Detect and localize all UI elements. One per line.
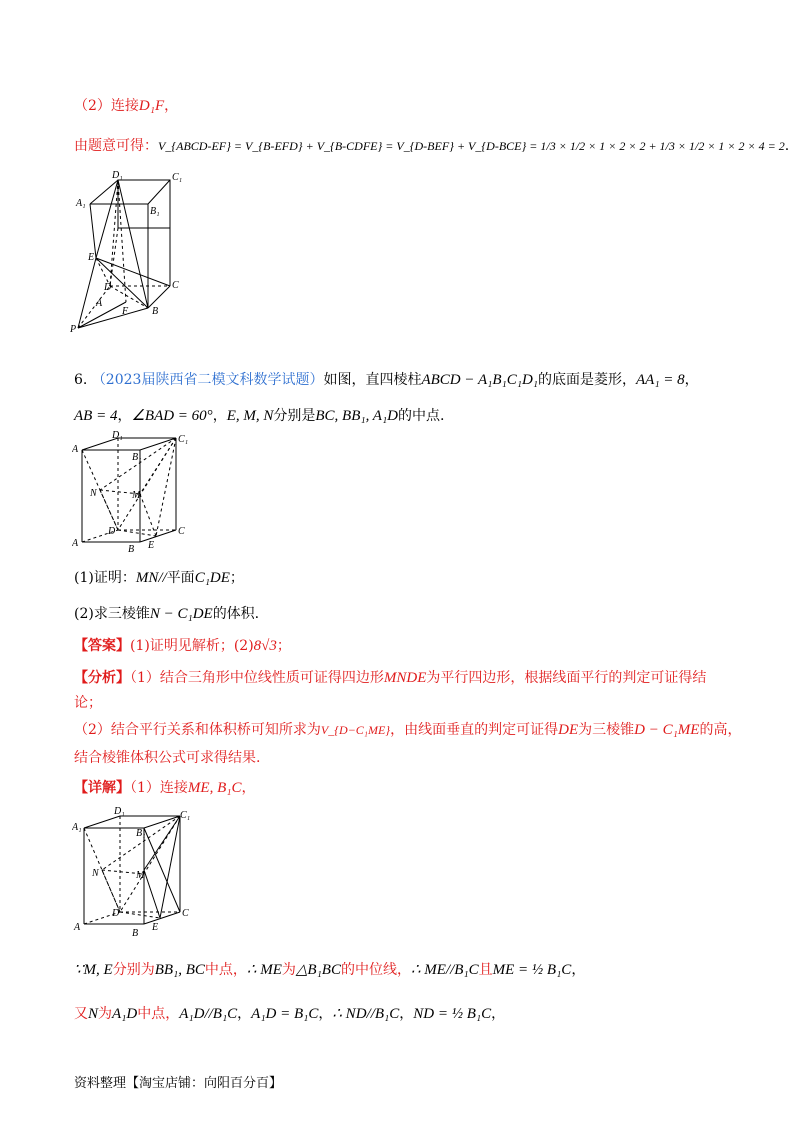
label-D1: D₁ bbox=[112, 430, 123, 441]
answer-end: ； bbox=[276, 638, 291, 654]
label-N: N bbox=[92, 868, 99, 879]
answer-tag: 【答案】 bbox=[74, 638, 130, 654]
detail-segments: ME, B₁C bbox=[187, 780, 242, 796]
top-face bbox=[84, 816, 180, 828]
prism-figure-2 bbox=[72, 430, 192, 556]
answer-text: (1)证明见解析；(2) bbox=[130, 638, 254, 654]
problem-text: 的底面是菱形， bbox=[538, 372, 636, 388]
label-N: N bbox=[90, 488, 97, 499]
analysis-line2 bbox=[74, 693, 102, 713]
problem-text: 分别是 bbox=[273, 408, 316, 424]
edge bbox=[144, 870, 160, 918]
proof-math: N bbox=[88, 1006, 99, 1022]
edge bbox=[140, 530, 176, 542]
proof-text: 中点， bbox=[204, 962, 247, 978]
step2-comma: ， bbox=[164, 98, 179, 114]
question-1 bbox=[74, 568, 244, 588]
analysis-text: ，由线面垂直的判定可证得 bbox=[390, 722, 559, 738]
step2-label: （2）连接 bbox=[74, 98, 139, 114]
edge bbox=[156, 438, 176, 536]
label-C1: C₁ bbox=[180, 810, 191, 821]
proof-line1 bbox=[74, 960, 585, 980]
problem6-line1 bbox=[74, 370, 699, 390]
proof-math: ND = ½ B₁C bbox=[413, 1006, 492, 1022]
proof-line2 bbox=[74, 1004, 505, 1024]
problem-number: 6. bbox=[74, 372, 88, 388]
analysis-text: 为三棱锥 bbox=[578, 722, 635, 738]
edge bbox=[118, 530, 156, 536]
edge bbox=[100, 490, 118, 530]
de-segment: DE bbox=[558, 722, 579, 738]
proof-text: 为 bbox=[281, 962, 296, 978]
q2-end: 的体积. bbox=[212, 606, 260, 622]
analysis-text: 的高， bbox=[699, 722, 742, 738]
q1-math: MN// bbox=[135, 570, 167, 586]
edge bbox=[78, 258, 96, 328]
label-C: C bbox=[172, 280, 179, 291]
answer-value: 8√3 bbox=[253, 638, 277, 654]
label-P: P bbox=[70, 324, 77, 334]
proof-text: ， bbox=[399, 1006, 414, 1022]
proof-text: ， bbox=[491, 1006, 506, 1022]
edge bbox=[140, 438, 176, 494]
label-A: A bbox=[96, 298, 103, 309]
label-B1: B₁ bbox=[136, 828, 146, 839]
proof-text: 又 bbox=[74, 1006, 88, 1022]
edge bbox=[100, 438, 176, 490]
detail-end: ， bbox=[241, 780, 256, 796]
page-footer: 资料整理【淘宝店铺：向阳百分百】 bbox=[74, 1076, 283, 1091]
label-D1: D₁ bbox=[114, 806, 125, 817]
q1-mid: 平面 bbox=[166, 570, 195, 586]
proof-math: A₁D = B₁C bbox=[251, 1006, 319, 1022]
edge bbox=[120, 912, 160, 918]
label-A: A bbox=[74, 922, 81, 933]
label-C1: C₁ bbox=[172, 172, 183, 183]
label-E: E bbox=[148, 540, 155, 551]
top-face bbox=[82, 438, 176, 450]
edge bbox=[78, 308, 148, 328]
edge bbox=[90, 204, 96, 258]
detail-line bbox=[74, 778, 255, 798]
label-D: D bbox=[112, 908, 120, 919]
problem-source: （2023届陕西省二模文科数学试题） bbox=[91, 372, 324, 388]
proof-math: ∵M, E bbox=[74, 962, 113, 978]
question-2 bbox=[74, 604, 259, 624]
proof-math: ∴ ME//B₁C bbox=[410, 962, 479, 978]
proof-math: A₁D//B₁C bbox=[179, 1006, 238, 1022]
analysis-line1 bbox=[74, 668, 706, 688]
angle-value: ∠BAD = 60° bbox=[131, 408, 213, 424]
proof-text: 中点， bbox=[137, 1006, 180, 1022]
label-D: D bbox=[104, 282, 112, 293]
label-A: A bbox=[72, 538, 79, 549]
problem-text: 如图，直四棱柱 bbox=[323, 372, 422, 388]
proof-math: ME = ½ B₁C bbox=[492, 962, 572, 978]
q2-prefix: (2)求三棱锥 bbox=[74, 606, 150, 622]
label-E: E bbox=[152, 922, 159, 933]
label-C: C bbox=[182, 908, 189, 919]
label-A1: A₁ bbox=[76, 198, 86, 209]
step2-line bbox=[74, 96, 178, 116]
q2-math: N − C₁DE bbox=[149, 606, 213, 622]
detail-tag: 【详解】 bbox=[74, 780, 130, 796]
proof-text: ， bbox=[237, 1006, 252, 1022]
label-D: D bbox=[108, 526, 116, 537]
label-M: M bbox=[132, 490, 141, 501]
edge bbox=[144, 912, 180, 924]
edge bbox=[148, 180, 170, 204]
problem6-line2 bbox=[74, 406, 444, 426]
proof-math: BB₁, BC bbox=[154, 962, 205, 978]
proof-text: 为 bbox=[98, 1006, 113, 1022]
proof-math: A₁D bbox=[112, 1006, 138, 1022]
label-B: B bbox=[132, 928, 139, 939]
analysis-text: 结合棱锥体积公式可求得结果. bbox=[74, 750, 261, 766]
label-B1: B₁ bbox=[132, 452, 142, 463]
label-B1: B₁ bbox=[150, 206, 160, 217]
edge bbox=[102, 816, 180, 870]
label-F: F bbox=[122, 306, 129, 317]
label-B: B bbox=[152, 306, 159, 317]
ab-value: AB = 4 bbox=[74, 408, 118, 424]
vol-expr: V_{D−C₁ME} bbox=[320, 723, 391, 737]
label-C: C bbox=[178, 526, 185, 537]
volume-formula: V_{ABCD-EF} = V_{B-EFD} + V_{B-CDFE} = V_{D-BEF} + V_{D-BCE} = 1/3 × 1/2 × 1 × 2 × 2 + 1/3 × 1/2 × 1 × 2 × 4 = 2 bbox=[158, 139, 785, 153]
volume-end: . bbox=[784, 138, 790, 154]
proof-text: 的中位线， bbox=[340, 962, 411, 978]
proof-text: ， bbox=[318, 1006, 333, 1022]
prism-name: ABCD − A₁B₁C₁D₁ bbox=[421, 372, 538, 388]
label-A1: A₁ bbox=[72, 822, 82, 833]
proof-math: ∴ ME bbox=[246, 962, 282, 978]
edge bbox=[148, 286, 170, 308]
q1-end: ； bbox=[229, 570, 244, 586]
volume-line bbox=[74, 136, 789, 156]
pyramid-name: D − C₁ME bbox=[634, 722, 700, 738]
problem-text: 的中点. bbox=[398, 408, 445, 424]
quad-name: MNDE bbox=[383, 670, 427, 686]
edge bbox=[96, 180, 118, 258]
volume-prefix: 由题意可得： bbox=[74, 138, 158, 154]
proof-text: 且 bbox=[478, 962, 493, 978]
prism-figure-1 bbox=[70, 168, 190, 334]
edge bbox=[144, 828, 180, 912]
proof-text: 分别为 bbox=[112, 962, 155, 978]
analysis-line3 bbox=[74, 720, 741, 740]
midpoint-segments: BC, BB₁, A₁D bbox=[315, 408, 399, 424]
edge bbox=[90, 180, 118, 204]
proof-text: ， bbox=[571, 962, 586, 978]
label-M: M bbox=[136, 870, 145, 881]
comma: ， bbox=[684, 372, 699, 388]
label-D1: D₁ bbox=[112, 170, 123, 181]
analysis-text: 论； bbox=[74, 695, 102, 711]
analysis-text: 为平行四边形，根据线面平行的判定可证得结 bbox=[426, 670, 707, 686]
step2-segment: D₁F bbox=[138, 98, 165, 114]
answer-line bbox=[74, 636, 291, 656]
label-E: E bbox=[88, 252, 95, 263]
points: E, M, N bbox=[226, 408, 274, 424]
detail-text: （1）连接 bbox=[130, 780, 188, 796]
label-A1: A bbox=[72, 444, 79, 455]
aa1-value: AA₁ = 8 bbox=[636, 372, 685, 388]
proof-math: ∴ ND//B₁C bbox=[332, 1006, 400, 1022]
comma: ， bbox=[117, 408, 132, 424]
edge bbox=[118, 180, 148, 308]
analysis-tag: 【分析】 bbox=[74, 670, 130, 686]
comma: ， bbox=[212, 408, 227, 424]
proof-math: △B₁BC bbox=[295, 962, 341, 978]
q1-plane: C₁DE bbox=[194, 570, 230, 586]
analysis-line4 bbox=[74, 748, 260, 768]
label-C1: C₁ bbox=[178, 434, 189, 445]
q1-prefix: (1)证明： bbox=[74, 570, 136, 586]
analysis-text: （2）结合平行关系和体积桥可知所求为 bbox=[74, 722, 321, 738]
label-B: B bbox=[128, 544, 135, 555]
analysis-text: （1）结合三角形中位线性质可证得四边形 bbox=[130, 670, 384, 686]
prism-figure-3 bbox=[72, 806, 194, 940]
